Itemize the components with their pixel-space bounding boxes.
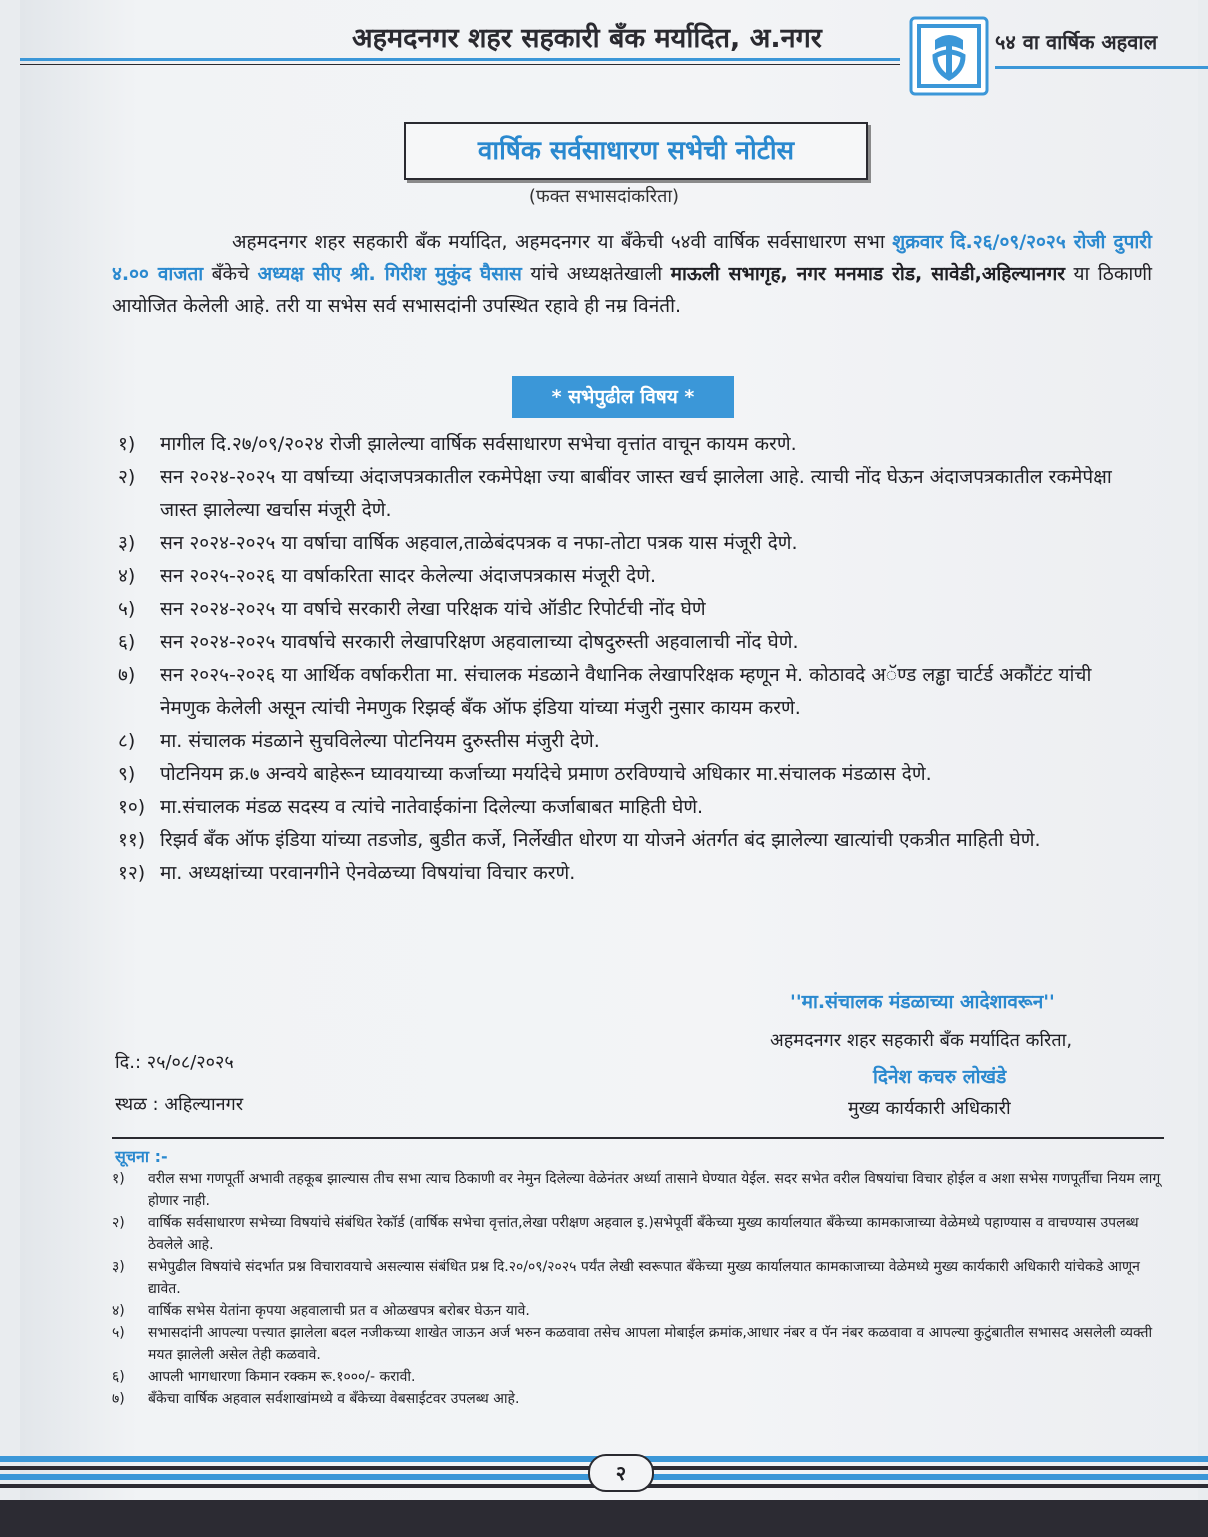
agenda-item	[118, 560, 1118, 593]
header-rule-left-thin	[20, 64, 900, 65]
intro-day: शुक्रवार	[892, 231, 944, 253]
intro-text-3: यांचे अध्यक्षतेखाली	[521, 263, 671, 285]
agenda-heading: * सभेपुढील विषय *	[512, 376, 734, 418]
signatory-role: मुख्य कार्यकारी अधिकारी	[848, 1098, 1011, 1119]
intro-text-1: अहमदनगर शहर सहकारी बँक मर्यादित, अहमदनगर या बँकेची ५४वी वार्षिक सर्वसाधारण सभा	[232, 231, 893, 253]
note-item	[112, 1300, 1164, 1322]
notes-heading: सूचना :-	[115, 1147, 168, 1166]
agenda-item-text: मागील दि.२७/०९/२०२४ रोजी झालेल्या वार्षिक सर्वसाधारण सभेचा वृत्तांत वाचून कायम करणे.	[160, 433, 797, 455]
agenda-item-number: ३)	[118, 532, 136, 554]
note-item	[112, 1212, 1164, 1256]
notice-place: स्थळ : अहिल्यानगर	[115, 1094, 244, 1115]
agenda-list	[118, 428, 1118, 890]
intro-paragraph	[112, 226, 1152, 322]
bank-title: अहमदनगर शहर सहकारी बँक मर्यादित, अ.नगर	[352, 23, 822, 54]
note-item-text: वरील सभा गणपूर्ती अभावी तहकूब झाल्यास तीच सभा त्याच ठिकाणी वर नेमुन दिलेल्या वेळेनंतर अर्ध्या तासाने घेण्यात येईल. सदर सभेत वरील विषयांचा विचार होईल व अशा सभेस गणपूर्तीचा नियम लागू होणार नाही.	[148, 1171, 1161, 1209]
agenda-item	[118, 725, 1118, 758]
header-rule-right	[995, 66, 1208, 69]
agenda-item-number: ९)	[118, 763, 136, 785]
signature-for-line: अहमदनगर शहर सहकारी बँक मर्यादित करिता,	[770, 1030, 1073, 1051]
notes-divider	[112, 1137, 1164, 1139]
agenda-item-text: मा. संचालक मंडळाने सुचविलेल्या पोटनियम दुरुस्तीस मंजुरी देणे.	[160, 730, 600, 752]
note-item-text: बँकेचा वार्षिक अहवाल सर्वशाखांमध्ये व बँकेच्या वेबसाईटवर उपलब्ध आहे.	[148, 1391, 520, 1407]
page-number: २	[588, 1454, 654, 1492]
agenda-item-text: रिझर्व बँक ऑफ इंडिया यांच्या तडजोड, बुडीत कर्जे, निर्लेखीत धोरण या योजने अंतर्गत बंद झालेल्या खात्यांची एकत्रीत माहिती घेणे.	[160, 829, 1041, 851]
agenda-item-number: २)	[118, 466, 136, 488]
signatory-name: दिनेश कचरु लोखंडे	[873, 1066, 1007, 1088]
intro-chair: अध्यक्ष सीए श्री. गिरीश मुकुंद घैसास	[257, 263, 522, 285]
agenda-item-text: सन २०२४-२०२५ या वर्षाच्या अंदाजपत्रकातील रकमेपेक्षा ज्या बाबींवर जास्त खर्च झालेला आहे. त्याची नोंद घेऊन अंदाजपत्रकातील रकमेपेक्षा जास्त झालेल्या खर्चास मंजूरी देणे.	[160, 466, 1112, 521]
notes-list	[112, 1168, 1164, 1410]
agenda-item-number: ७)	[118, 664, 136, 686]
agenda-item-number: ६)	[118, 631, 136, 653]
note-item-text: वार्षिक सर्वसाधारण सभेच्या विषयांचे संबंधित रेकॉर्ड (वार्षिक सभेचा वृत्तांत,लेखा परीक्षण अहवाल इ.)सभेपूर्वी बँकेच्या मुख्य कार्यालयात बँकेच्या कामकाजाच्या वेळेमध्ये पहाण्यास व वाचण्यास उपलब्ध ठेवलेले आहे.	[148, 1215, 1139, 1253]
agenda-item-text: सन २०२५-२०२६ या आर्थिक वर्षाकरीता मा. संचालक मंडळाने वैधानिक लेखापरिक्षक म्हणून मे. कोठावदे अॅण्ड लड्ढा चार्टर्ड अकौंटंट यांची नेमणुक केलेली असून त्यांची नेमणुक रिझर्व्ह बँक ऑफ इंडिया यांच्या मंजुरी नुसार कायम करणे.	[160, 664, 1092, 719]
agenda-item-number: ४)	[118, 565, 136, 587]
intro-text-4: या ठिकाणी आयोजित केलेली आहे. तरी या सभेस सर्व सभासदांनी उपस्थित रहावे ही नम्र विनंती.	[112, 263, 1152, 317]
agenda-item	[118, 626, 1118, 659]
note-item	[112, 1168, 1164, 1212]
note-item-text: सभेपुढील विषयांचे संदर्भात प्रश्न विचारावयाचे असल्यास संबंधित प्रश्न दि.२०/०९/२०२५ पर्यंत लेखी स्वरूपात बँकेच्या मुख्य कार्यालयात कामकाजाच्या वेळेमध्ये मुख्य कार्यकारी अधिकारी यांचेकडे आणून द्यावेत.	[148, 1259, 1140, 1297]
agenda-item	[118, 824, 1118, 857]
agenda-item-number: १०)	[118, 796, 146, 818]
intro-venue: माऊली सभागृह, नगर मनमाड रोड, सावेडी,अहिल्यानगर	[670, 263, 1066, 285]
agenda-item	[118, 791, 1118, 824]
agenda-item	[118, 428, 1118, 461]
header-rule-left	[20, 58, 900, 61]
bottom-strip	[0, 1500, 1208, 1537]
note-item-number: २)	[112, 1215, 125, 1231]
notice-subtitle: (फक्त सभासदांकरिता)	[528, 186, 680, 207]
agenda-item-number: १२)	[118, 862, 146, 884]
agenda-item-number: ५)	[118, 598, 136, 620]
agenda-item-text: मा. अध्यक्षांच्या परवानगीने ऐनवेळच्या विषयांचा विचार करणे.	[160, 862, 576, 884]
agenda-item-text: पोटनियम क्र.७ अन्वये बाहेरून घ्यावयाच्या कर्जाच्या मर्यादेचे प्रमाण ठरविण्याचे अधिकार मा.संचालक मंडळास देणे.	[160, 763, 932, 785]
intro-text-2: बँकेचे	[203, 263, 258, 285]
agenda-item-text: सन २०२४-२०२५ या वर्षाचा वार्षिक अहवाल,ताळेबंदपत्रक व नफा-तोटा पत्रक यास मंजूरी देणे.	[160, 532, 798, 554]
note-item-number: ४)	[112, 1303, 125, 1319]
note-item-text: वार्षिक सभेस येतांना कृपया अहवालाची प्रत व ओळखपत्र बरोबर घेऊन यावे.	[148, 1303, 530, 1319]
report-label: ५४ वा वार्षिक अहवाल	[995, 30, 1158, 54]
agenda-item-number: ११)	[118, 829, 146, 851]
agenda-item-text: सन २०२५-२०२६ या वर्षाकरिता सादर केलेल्या अंदाजपत्रकास मंजूरी देणे.	[160, 565, 657, 587]
note-item	[112, 1256, 1164, 1300]
agenda-item	[118, 527, 1118, 560]
note-item-number: ६)	[112, 1369, 125, 1385]
note-item-text: आपली भागधारणा किमान रक्कम रू.१०००/- करावी.	[148, 1369, 416, 1385]
agenda-item-number: ८)	[118, 730, 136, 752]
agenda-item	[118, 593, 1118, 626]
signature-order-line: ''मा.संचालक मंडळाच्या आदेशावरून''	[790, 991, 1055, 1013]
bank-logo-icon	[905, 12, 993, 100]
intro-date-time: दि.२६/०९/२०२५ रोजी दुपारी ४.०० वाजता	[112, 231, 1152, 285]
notice-date: दि.: २५/०८/२०२५	[115, 1052, 234, 1073]
agenda-item-text: सन २०२४-२०२५ यावर्षाचे सरकारी लेखापरिक्षण अहवालाच्या दोषदुरुस्ती अहवालाची नोंद घेणे.	[160, 631, 799, 653]
agenda-item	[118, 758, 1118, 791]
agenda-item-text: मा.संचालक मंडळ सदस्य व त्यांचे नातेवाईकांना दिलेल्या कर्जाबाबत माहिती घेणे.	[160, 796, 704, 818]
note-item-number: १)	[112, 1171, 125, 1187]
note-item-number: ३)	[112, 1259, 125, 1275]
agenda-item	[118, 659, 1118, 725]
note-item-number: ७)	[112, 1391, 125, 1407]
notice-title: वार्षिक सर्वसाधारण सभेची नोटीस	[404, 122, 868, 180]
note-item	[112, 1366, 1164, 1388]
agenda-item	[118, 461, 1118, 527]
note-item-number: ५)	[112, 1325, 125, 1341]
agenda-item-text: सन २०२४-२०२५ या वर्षाचे सरकारी लेखा परिक्षक यांचे ऑडीट रिपोर्टची नोंद घेणे	[160, 598, 706, 620]
note-item-text: सभासदांनी आपल्या पत्त्यात झालेला बदल नजीकच्या शाखेत जाऊन अर्ज भरुन कळवावा तसेच आपला मोबाईल क्रमांक,आधार नंबर व पॅन नंबर कळवावा व आपल्या कुटुंबातील सभासद असलेली व्यक्ती मयत झालेली असेल तेही कळवावे.	[148, 1325, 1153, 1363]
note-item	[112, 1388, 1164, 1410]
agenda-item-number: १)	[118, 433, 136, 455]
note-item	[112, 1322, 1164, 1366]
agenda-item	[118, 857, 1118, 890]
